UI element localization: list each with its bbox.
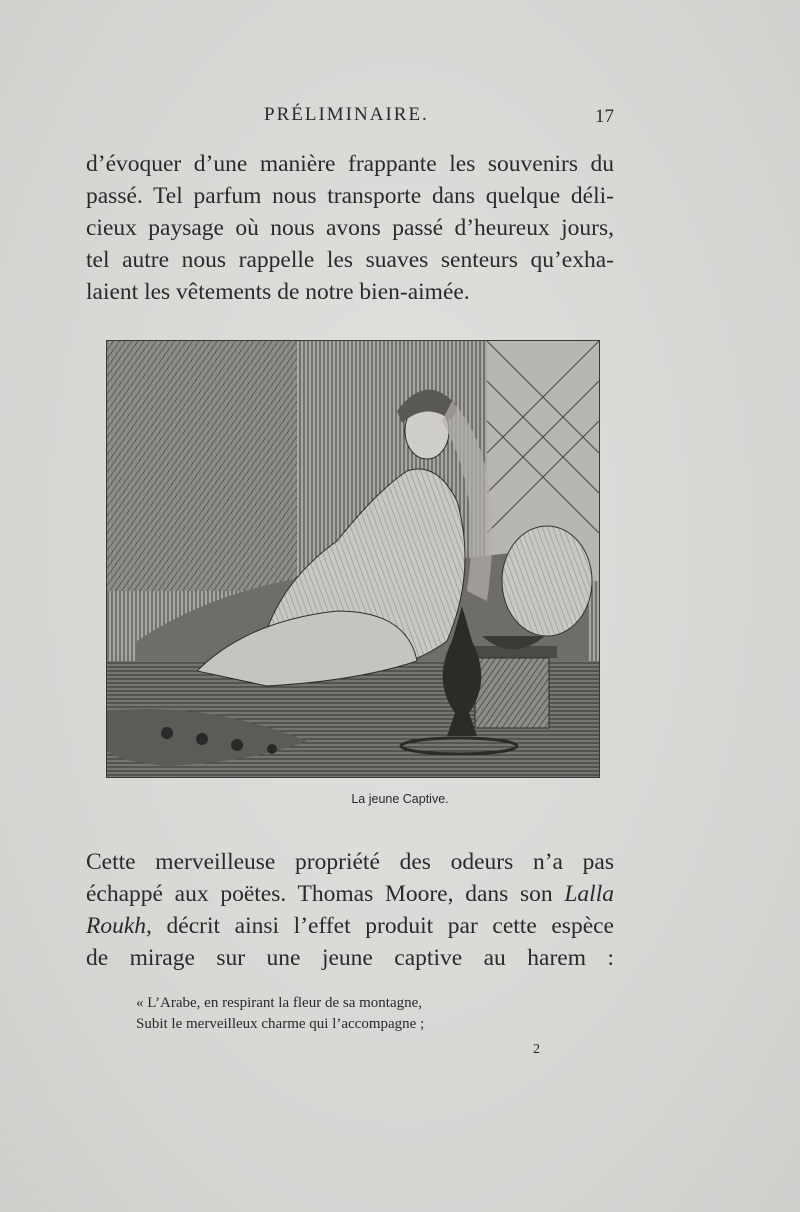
signature-mark: 2 <box>533 1042 540 1057</box>
text-line <box>86 910 614 942</box>
text-line: d’évoquer d’une manière frappante les souvenirs du <box>86 151 614 177</box>
text-line: de mirage sur une jeune captive au harem : <box>86 945 614 971</box>
text-line: passé. Tel parfum nous transporte dans quelque déli- <box>86 183 614 209</box>
text-line: cieux paysage où nous avons passé d’heureux jours, <box>86 215 614 241</box>
verse-line: Subit le merveilleux charme qui l’accompagne ; <box>136 1016 425 1032</box>
text-line: laient les vêtements de notre bien-aimée. <box>86 279 470 305</box>
book-title-italic: Roukh, <box>86 913 152 939</box>
page-number: 17 <box>595 106 614 127</box>
verse-line: « L’Arabe, en respirant la fleur de sa montagne, <box>136 995 423 1011</box>
running-head: PRÉLIMINAIRE. <box>264 104 429 125</box>
engraving-illustration <box>106 340 600 778</box>
text-line <box>86 878 614 910</box>
text-line: tel autre nous rappelle les suaves senteurs qu’exha- <box>86 247 614 273</box>
engraving-drawing <box>107 341 599 777</box>
paragraph-1 <box>86 148 614 308</box>
text-segment: échappé aux poëtes. Thomas Moore, dans son <box>86 881 565 907</box>
figure-caption: La jeune Captive. <box>351 792 449 806</box>
paragraph-2 <box>86 846 614 974</box>
text-line: Cette merveilleuse propriété des odeurs n’a pas <box>86 849 614 875</box>
text-segment: décrit ainsi l’effet produit par cette espèce <box>151 913 614 939</box>
book-title-italic: Lalla <box>564 881 614 907</box>
verse-quotation <box>136 993 536 1035</box>
page-header <box>86 104 614 134</box>
